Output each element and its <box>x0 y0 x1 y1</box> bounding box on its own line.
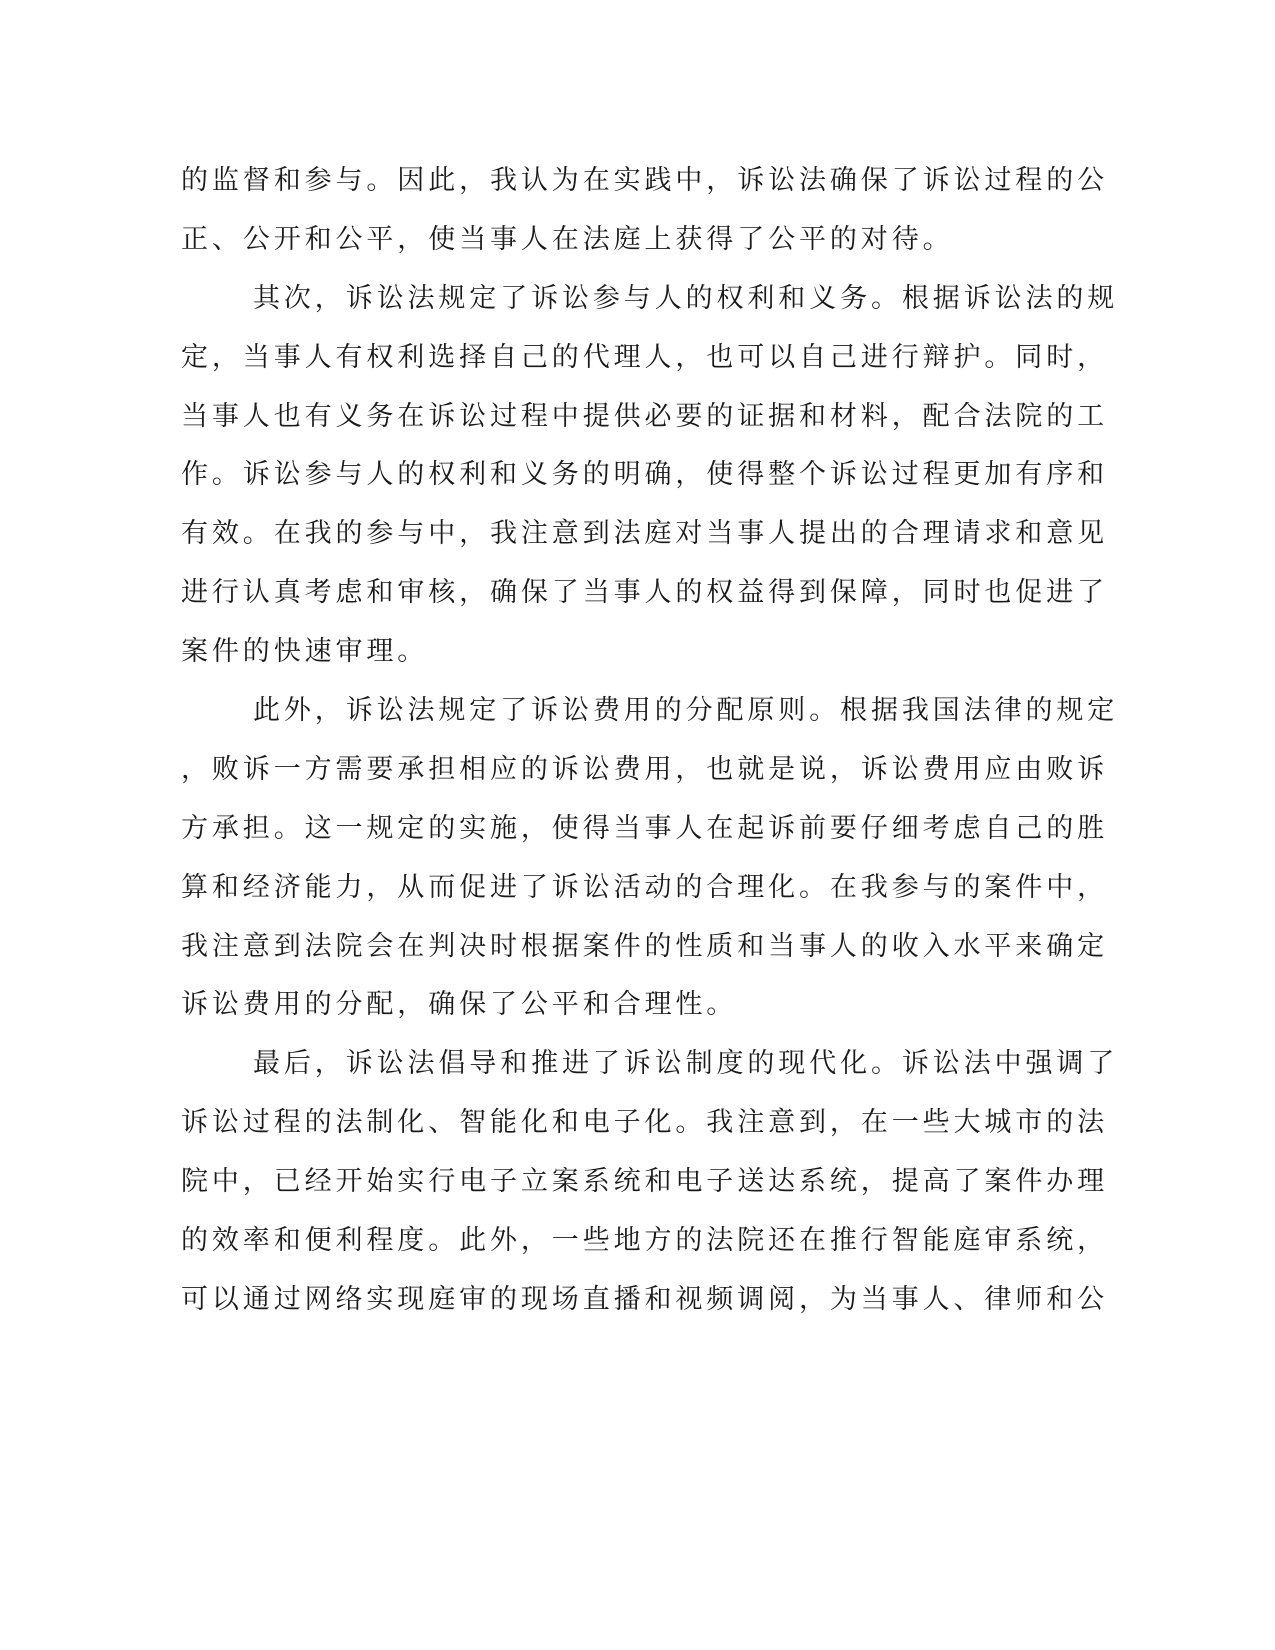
body-text <box>181 152 1119 1330</box>
text-line: 当事人也有义务在诉讼过程中提供必要的证据和材料，配合法院的工 <box>181 400 1108 432</box>
text-line: 可以通过网络实现庭审的现场直播和视频调阅，为当事人、律师和公 <box>181 1283 1108 1315</box>
text-line: 正、公开和公平，使当事人在法庭上获得了公平的对待。 <box>181 223 954 255</box>
text-line: 院中，已经开始实行电子立案系统和电子送达系统，提高了案件办理 <box>181 1166 1108 1198</box>
text-line: 诉讼费用的分配，确保了公平和合理性。 <box>181 989 738 1021</box>
text-line: 案件的快速审理。 <box>181 636 429 668</box>
paragraph-start-line: 最后，诉讼法倡导和推进了诉讼制度的现代化。诉讼法中强调了 <box>253 1048 1119 1080</box>
text-line: 我注意到法院会在判决时根据案件的性质和当事人的收入水平来确定 <box>181 930 1108 962</box>
paragraph-start-line: 其次，诉讼法规定了诉讼参与人的权利和义务。根据诉讼法的规 <box>253 282 1119 314</box>
text-line: 进行认真考虑和审核，确保了当事人的权益得到保障，同时也促进了 <box>181 577 1108 609</box>
text-line: ，败诉一方需要承担相应的诉讼费用，也就是说，诉讼费用应由败诉 <box>181 753 1108 785</box>
text-line: 作。诉讼参与人的权利和义务的明确，使得整个诉讼过程更加有序和 <box>181 459 1108 491</box>
text-line: 定，当事人有权利选择自己的代理人，也可以自己进行辩护。同时， <box>181 341 1108 373</box>
paragraph-start-line: 此外，诉讼法规定了诉讼费用的分配原则。根据我国法律的规定 <box>253 695 1119 727</box>
text-line: 的监督和参与。因此，我认为在实践中，诉讼法确保了诉讼过程的公 <box>181 165 1108 196</box>
text-line: 算和经济能力，从而促进了诉讼活动的合理化。在我参与的案件中， <box>181 871 1108 903</box>
text-line: 诉讼过程的法制化、智能化和电子化。我注意到，在一些大城市的法 <box>181 1107 1108 1139</box>
text-line: 方承担。这一规定的实施，使得当事人在起诉前要仔细考虑自己的胜 <box>181 812 1108 844</box>
text-line: 的效率和便利程度。此外，一些地方的法院还在推行智能庭审系统， <box>181 1225 1108 1257</box>
text-line: 有效。在我的参与中，我注意到法庭对当事人提出的合理请求和意见 <box>181 518 1108 550</box>
